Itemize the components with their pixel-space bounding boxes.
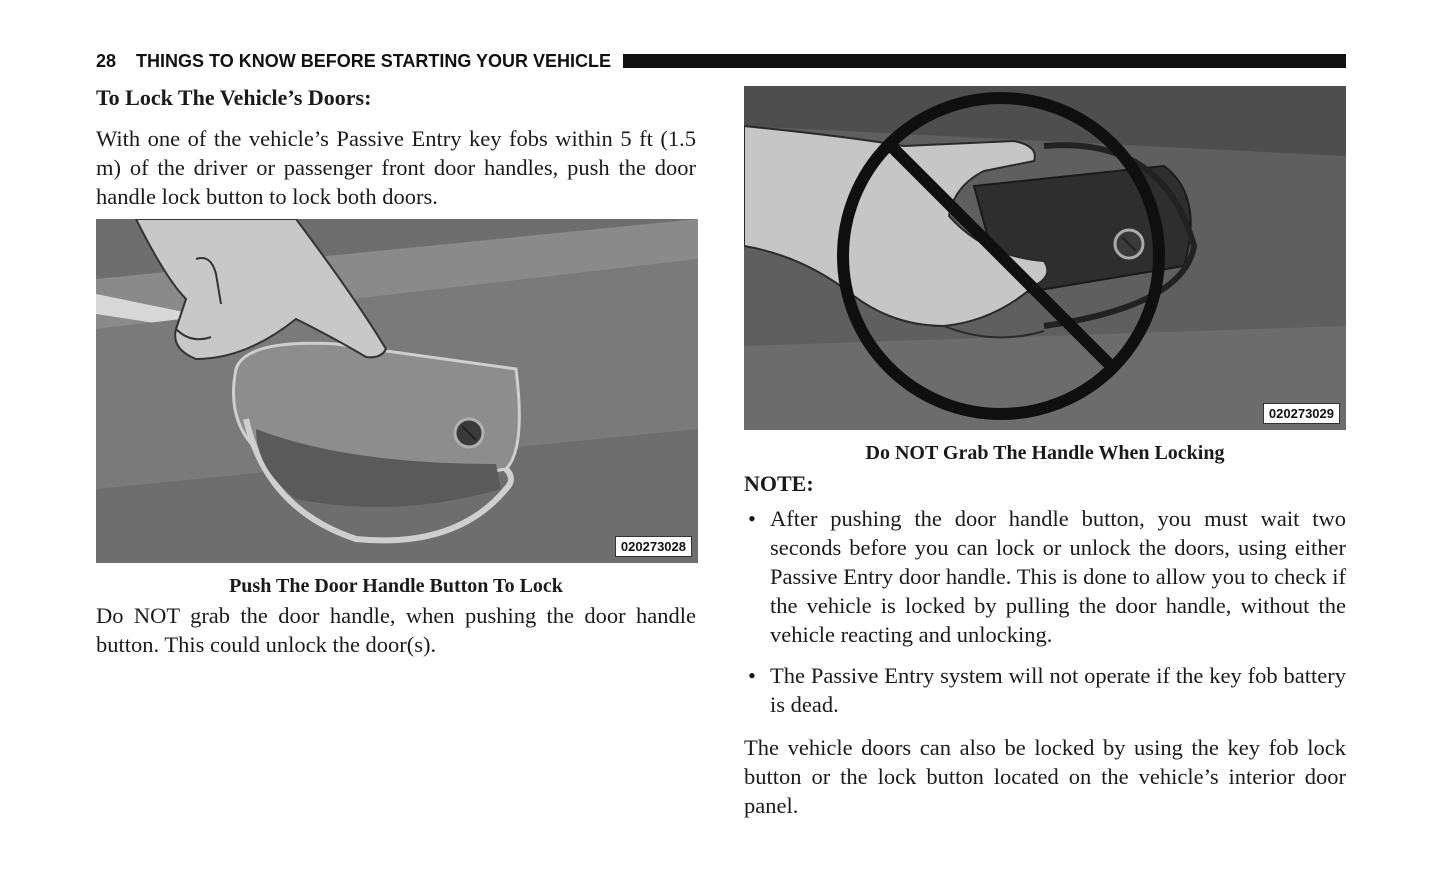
right-column [744, 86, 1346, 820]
lock-doors-intro: With one of the vehicle’s Passive Entry key fobs within 5 ft (1.5 m) of the driver or passenger front door handles, push the door handle lock button to lock both doors. [96, 126, 696, 209]
lock-doors-heading: To Lock The Vehicle’s Doors: [96, 85, 372, 110]
figure-caption: Push The Door Handle Button To Lock [229, 575, 563, 597]
section-title: THINGS TO KNOW BEFORE STARTING YOUR VEHICLE [136, 50, 612, 71]
figure-id: 020273029 [1263, 403, 1340, 424]
bullet-glyph: • [748, 506, 756, 531]
list-item-text: After pushing the door handle button, you must wait two seconds before you can lock or unlock the doors, using either Passive Entry door handle. This is done to allow you to check if the vehicle is locked by pulling the door handle, without the vehicle reacting and unlocking. [770, 506, 1346, 647]
header-rule [623, 54, 1346, 68]
closing-paragraph: The vehicle doors can also be locked by using the key fob lock button or the lock button located on the vehicle’s interior door panel. [744, 735, 1346, 818]
page-header [96, 50, 1346, 72]
do-not-grab-illustration [744, 86, 1346, 430]
page-number: 28 [96, 50, 117, 71]
grab-warning: Do NOT grab the door handle, when pushing the door handle button. This could unlock the door(s). [96, 603, 696, 657]
push-button-drawing [96, 219, 698, 563]
figure-caption: Do NOT Grab The Handle When Locking [865, 442, 1225, 464]
list-item [744, 504, 1346, 649]
bullet-glyph: • [748, 663, 756, 688]
do-not-grab-drawing [744, 86, 1346, 430]
push-button-illustration [96, 219, 698, 563]
note-label: NOTE: [744, 471, 814, 496]
list-item-text: The Passive Entry system will not operate if the key fob battery is dead. [770, 663, 1346, 717]
figure-id: 020273028 [615, 536, 692, 557]
left-column [96, 84, 696, 659]
note-list [744, 504, 1346, 719]
list-item [744, 661, 1346, 719]
